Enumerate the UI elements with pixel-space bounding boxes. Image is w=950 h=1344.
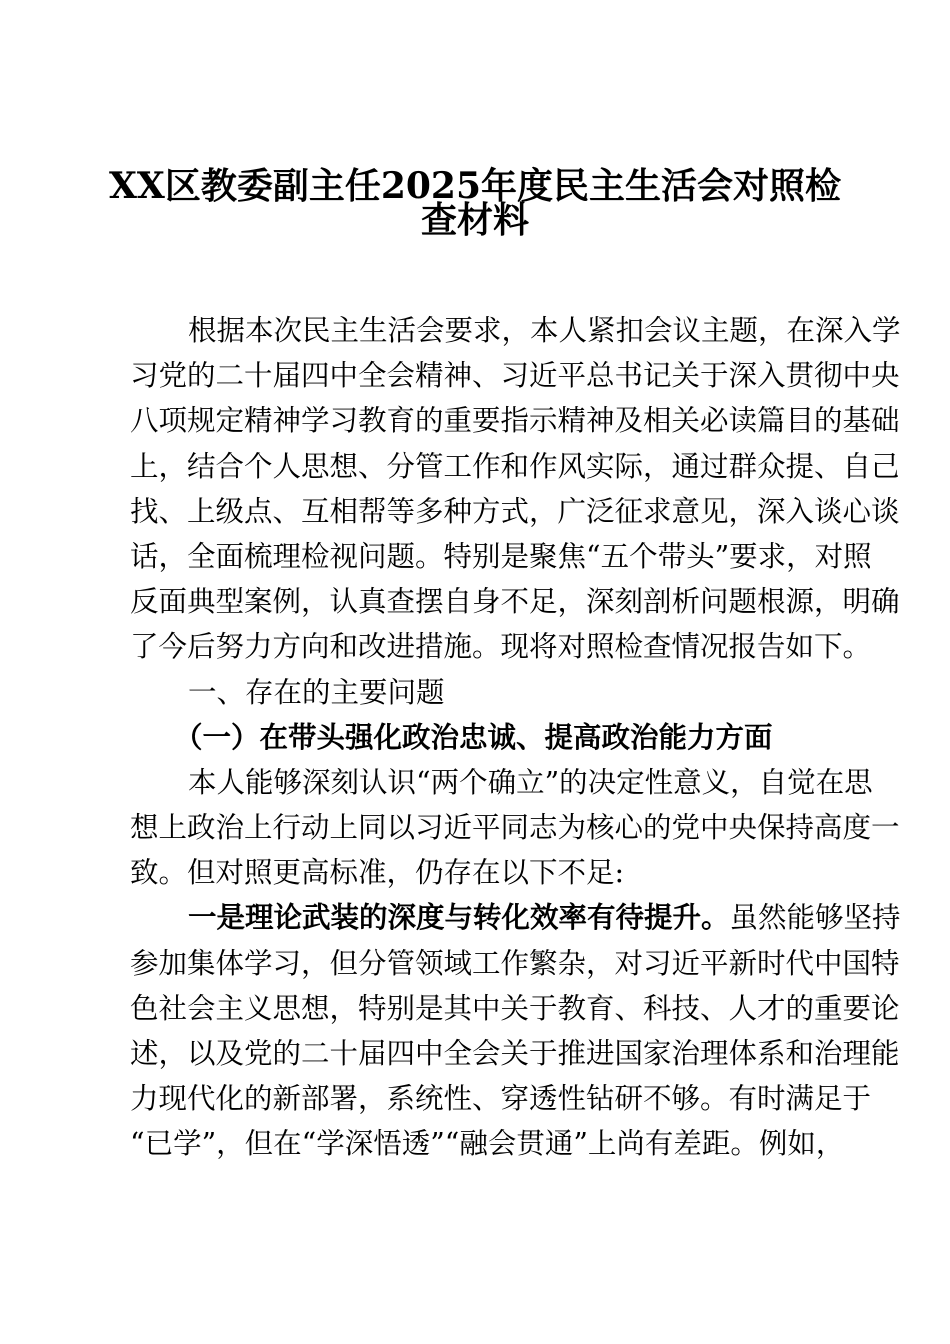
- paragraph-line: 八项规定精神学习教育的重要指示精神及相关必读篇目的基础: [130, 404, 900, 438]
- paragraph-line: 习党的二十届四中全会精神、习近平总书记关于深入贯彻中央: [130, 359, 900, 393]
- point-heading: 一是理论武装的深度与转化效率有待提升。: [188, 900, 730, 935]
- paragraph-line: [130, 895, 901, 940]
- paragraph-line: 致。但对照更高标准，仍存在以下不足:: [130, 856, 625, 890]
- paragraph-line: 话，全面梳理检视问题。特别是聚焦“五个带头”要求，对照: [130, 539, 872, 573]
- paragraph-line: 上，结合个人思想、分管工作和作风实际，通过群众提、自己: [130, 449, 900, 483]
- document-title-line-1: XX区教委副主任2025年度民主生活会对照检: [108, 165, 842, 207]
- paragraph-line: 力现代化的新部署，系统性、穿透性钻研不够。有时满足于: [130, 1082, 872, 1116]
- paragraph-line: 色社会主义思想，特别是其中关于教育、科技、人才的重要论: [130, 991, 900, 1025]
- paragraph-line: 本人能够深刻认识“两个确立”的决定性意义，自觉在思: [188, 765, 873, 799]
- paragraph-line: 找、上级点、互相帮等多种方式，广泛征求意见，深入谈心谈: [130, 494, 900, 528]
- section-heading: 一、存在的主要问题: [188, 675, 445, 709]
- document-title-line-2: 查材料: [420, 199, 529, 241]
- paragraph-line: 述，以及党的二十届四中全会关于推进国家治理体系和治理能: [130, 1037, 900, 1070]
- paragraph-line: 想上政治上行动上同以习近平同志为核心的党中央保持高度一: [130, 811, 900, 845]
- paragraph-line: 根据本次民主生活会要求，本人紧扣会议主题，在深入学: [188, 314, 901, 347]
- paragraph-line: “已学”，但在“学深悟透”“融会贯通”上尚有差距。例如，: [130, 1127, 845, 1161]
- paragraph-text: 虽然能够坚持: [729, 901, 901, 935]
- subsection-heading: （一）在带头强化政治忠诚、提高政治能力方面: [174, 719, 773, 754]
- paragraph-line: 了今后努力方向和改进措施。现将对照检查情况报告如下。: [130, 630, 872, 664]
- paragraph-line: 反面典型案例，认真查摆自身不足，深刻剖析问题根源，明确: [130, 585, 900, 619]
- paragraph-line: 参加集体学习，但分管领域工作繁杂，对习近平新时代中国特: [130, 946, 900, 980]
- document-body: [130, 308, 901, 1167]
